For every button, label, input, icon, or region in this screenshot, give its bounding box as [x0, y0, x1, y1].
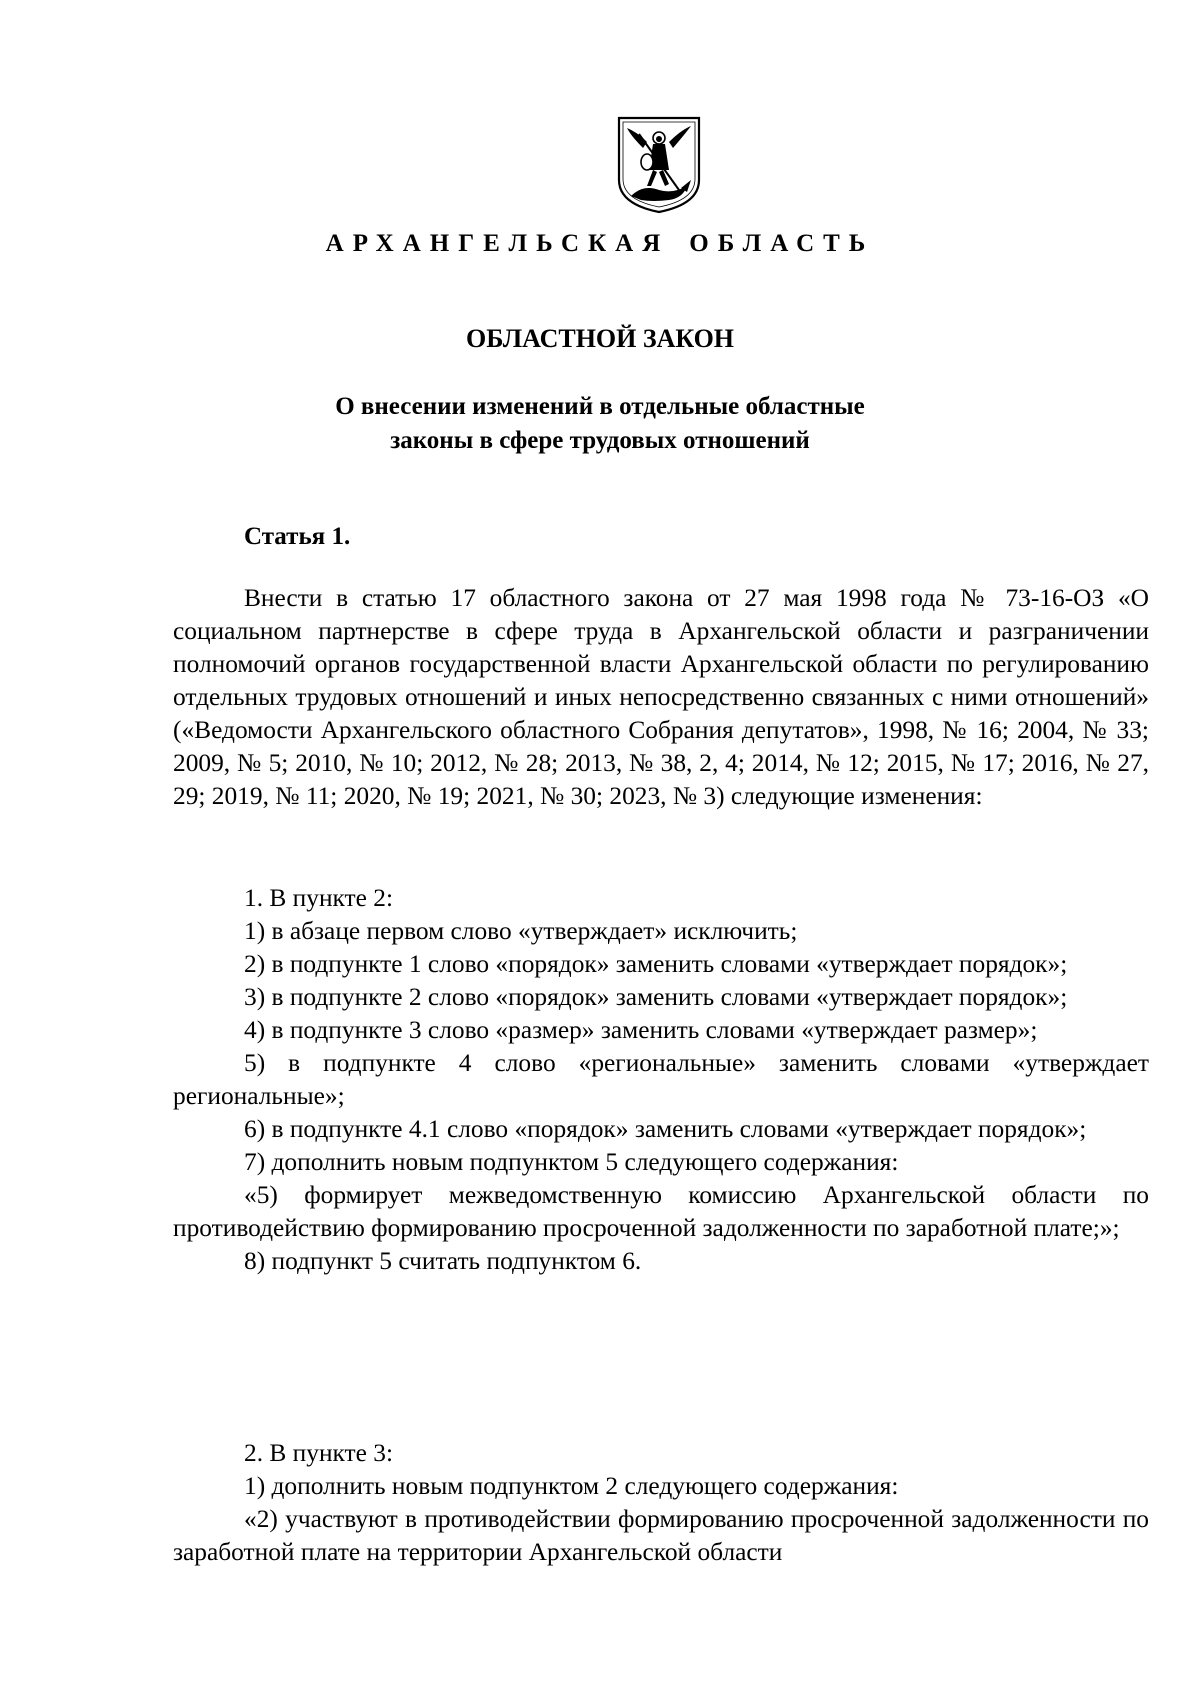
point-2-heading: 2. В пункте 3:: [244, 1439, 394, 1467]
coat-of-arms-icon: [613, 114, 705, 214]
coat-of-arms: [613, 114, 705, 214]
point-1-block: [173, 882, 1149, 1278]
point-1-heading: 1. В пункте 2:: [244, 884, 394, 912]
document-type: ОБЛАСТНОЙ ЗАКОН: [465, 324, 735, 353]
point-1-item-3: 3) в подпункте 2 слово «порядок» заменить словами «утверждает порядок»;: [244, 983, 1068, 1011]
point-2-item-2: «2) участвуют в противодействии формированию просроченной задолженности по заработной плате на территории Архангельской области: [173, 1505, 1149, 1566]
title-line-1: О внесении изменений в отдельные областные: [335, 393, 865, 420]
document-title: [0, 390, 1200, 458]
point-1-item-5: 5) в подпункте 4 слово «региональные» заменить словами «утверждает региональные»;: [173, 1049, 1149, 1110]
article-intro-paragraph: Внести в статью 17 областного закона от 27 мая 1998 года № 73-16-ОЗ «О социальном партнерстве в сфере труда в Архангельской области и разграничении полномочий органов государственной власти Архангельской области по регулированию отдельных трудовых отношений и иных непосредственно связанных с ними отношений» («Ведомости Архангельского областного Собрания депутатов», 1998, № 16; 2004, № 33; 2009, № 5; 2010, № 10; 2012, № 28; 2013, № 38, 2, 4; 2014, № 12; 2015, № 17; 2016, № 27, 29; 2019, № 11; 2020, № 19; 2021, № 30; 2023, № 3) следующие изменения:: [173, 584, 1149, 810]
title-line-2: законы в сфере трудовых отношений: [390, 427, 810, 454]
point-2-block: [173, 1437, 1149, 1569]
point-1-item-8: «5) формирует межведомственную комиссию Архангельской области по противодействию формированию просроченной задолженности по заработной плате;»;: [173, 1181, 1149, 1242]
region-word-2: ОБЛАСТЬ: [689, 230, 875, 257]
article-heading: Статья 1.: [244, 523, 351, 550]
point-2-item-1: 1) дополнить новым подпунктом 2 следующего содержания:: [244, 1472, 899, 1500]
point-1-item-1: 1) в абзаце первом слово «утверждает» исключить;: [244, 917, 798, 945]
region-word-1: АРХАНГЕЛЬСКАЯ: [325, 230, 670, 257]
region-name: [0, 228, 1200, 260]
article-intro-block: [173, 582, 1149, 813]
point-1-item-2: 2) в подпункте 1 слово «порядок» заменить словами «утверждает порядок»;: [244, 950, 1068, 978]
point-1-item-6: 6) в подпункте 4.1 слово «порядок» заменить словами «утверждает порядок»;: [244, 1115, 1087, 1143]
point-1-item-9: 8) подпункт 5 считать подпунктом 6.: [244, 1247, 642, 1275]
point-1-item-7: 7) дополнить новым подпунктом 5 следующего содержания:: [244, 1148, 899, 1176]
point-1-item-4: 4) в подпункте 3 слово «размер» заменить словами «утверждает размер»;: [244, 1016, 1038, 1044]
